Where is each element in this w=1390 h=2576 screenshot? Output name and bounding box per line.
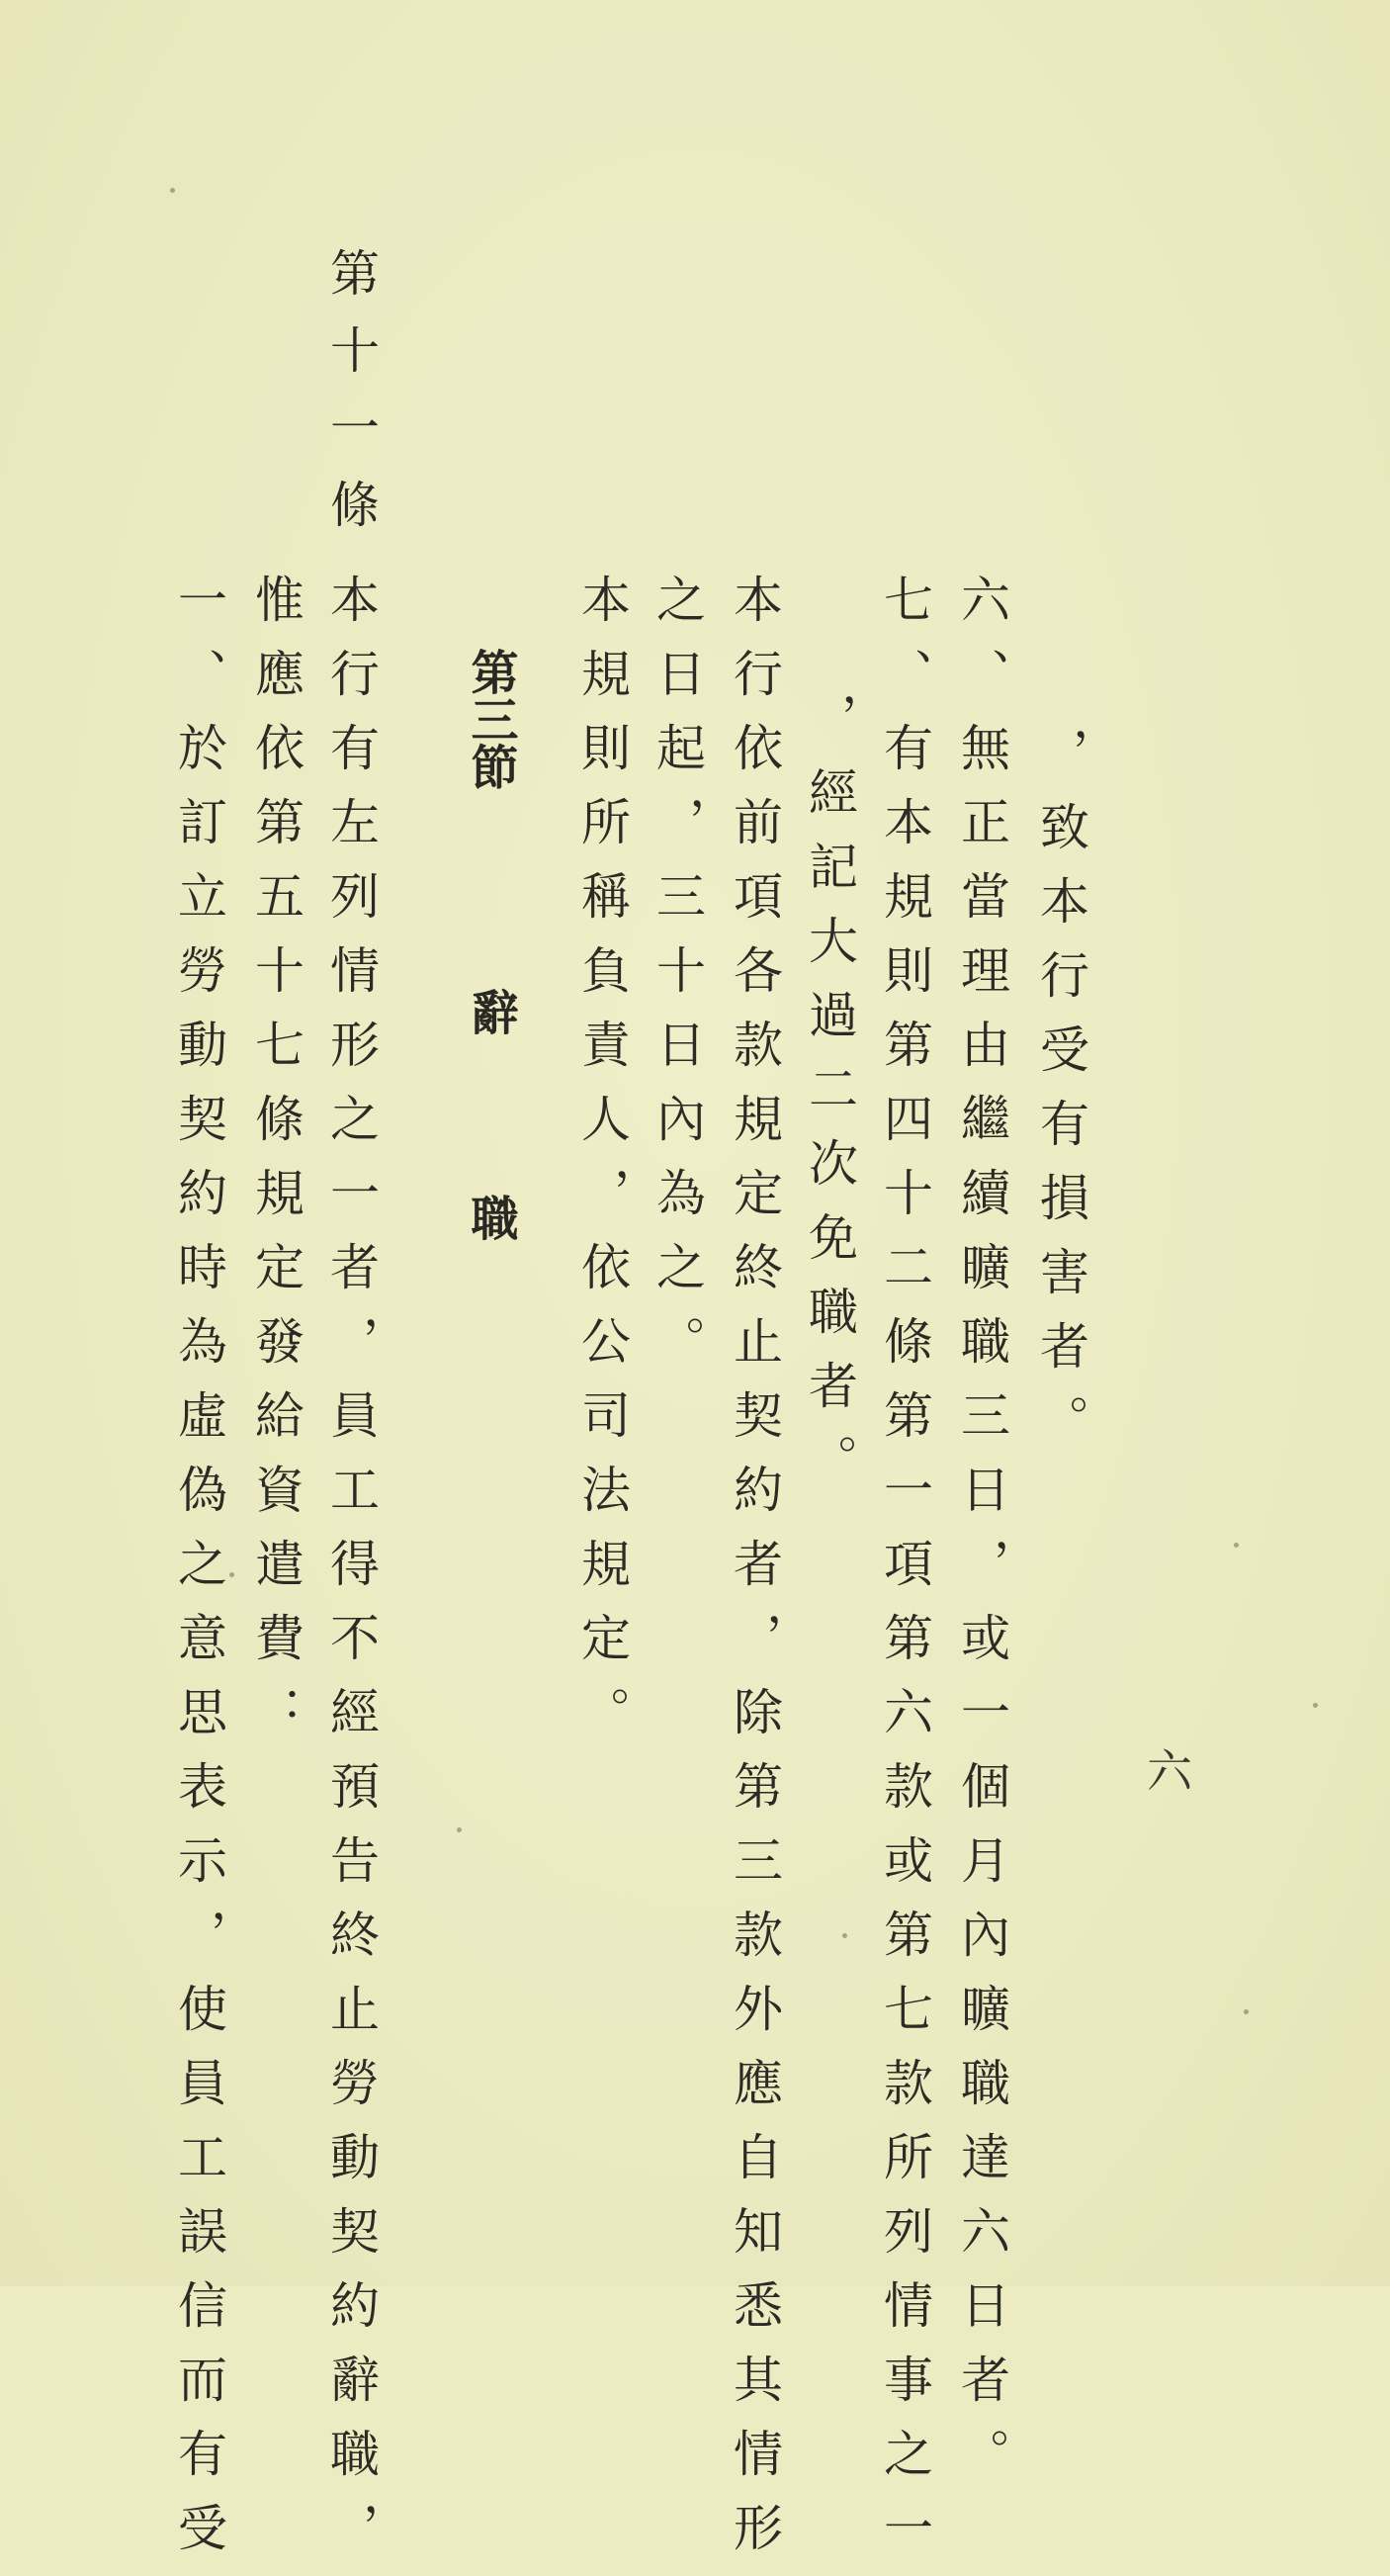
article-suffix: 條 xyxy=(322,479,380,553)
paper-speck xyxy=(1244,2009,1249,2014)
paper-speck xyxy=(842,1933,847,1938)
text-column-3: 七、有本規則第四十二條第一項第六款或第七款所列情事之一 xyxy=(876,574,933,2576)
text-column-2: 六、無正當理由繼續曠職三日，或一個月內曠職達六日者。 xyxy=(953,574,1010,2502)
text-column-4: ，經記大過二次免職者。 xyxy=(801,692,858,1508)
text-column-5: 本行依前項各款規定終止契約者，除第三款外應自知悉其情形 xyxy=(726,574,783,2576)
page-number: 六 xyxy=(1147,1744,1192,1798)
text-column-1: ，致本行受有損害者。 xyxy=(1032,727,1089,1468)
paper-speck xyxy=(1313,1703,1318,1708)
article-label xyxy=(322,247,380,553)
bleed-through-shadow xyxy=(1147,415,1206,1958)
section-heading xyxy=(457,648,525,1241)
paper-speck xyxy=(229,1572,234,1577)
section-number: 第三節 xyxy=(463,648,518,790)
section-title-char-1: 辭 xyxy=(463,988,518,1035)
text-column-10: 惟應依第五十七條規定發給資遣費： xyxy=(247,574,304,1760)
article-number: 第十一 xyxy=(322,247,380,479)
section-title-char-2: 職 xyxy=(463,1194,518,1241)
paper-speck xyxy=(457,1827,462,1832)
text-column-6: 之日起，三十日內為之。 xyxy=(649,574,706,1389)
paper-speck xyxy=(1234,1543,1239,1548)
text-column-7: 本規則所稱負責人，依公司法規定。 xyxy=(573,574,631,1760)
text-column-9: 本行有左列情形之一者，員工得不經預告終止勞動契約辭職， xyxy=(322,574,380,2576)
text-column-11: 一、於訂立勞動契約時為虛偽之意思表示，使員工誤信而有受 xyxy=(170,574,227,2576)
paper-speck xyxy=(170,188,175,193)
